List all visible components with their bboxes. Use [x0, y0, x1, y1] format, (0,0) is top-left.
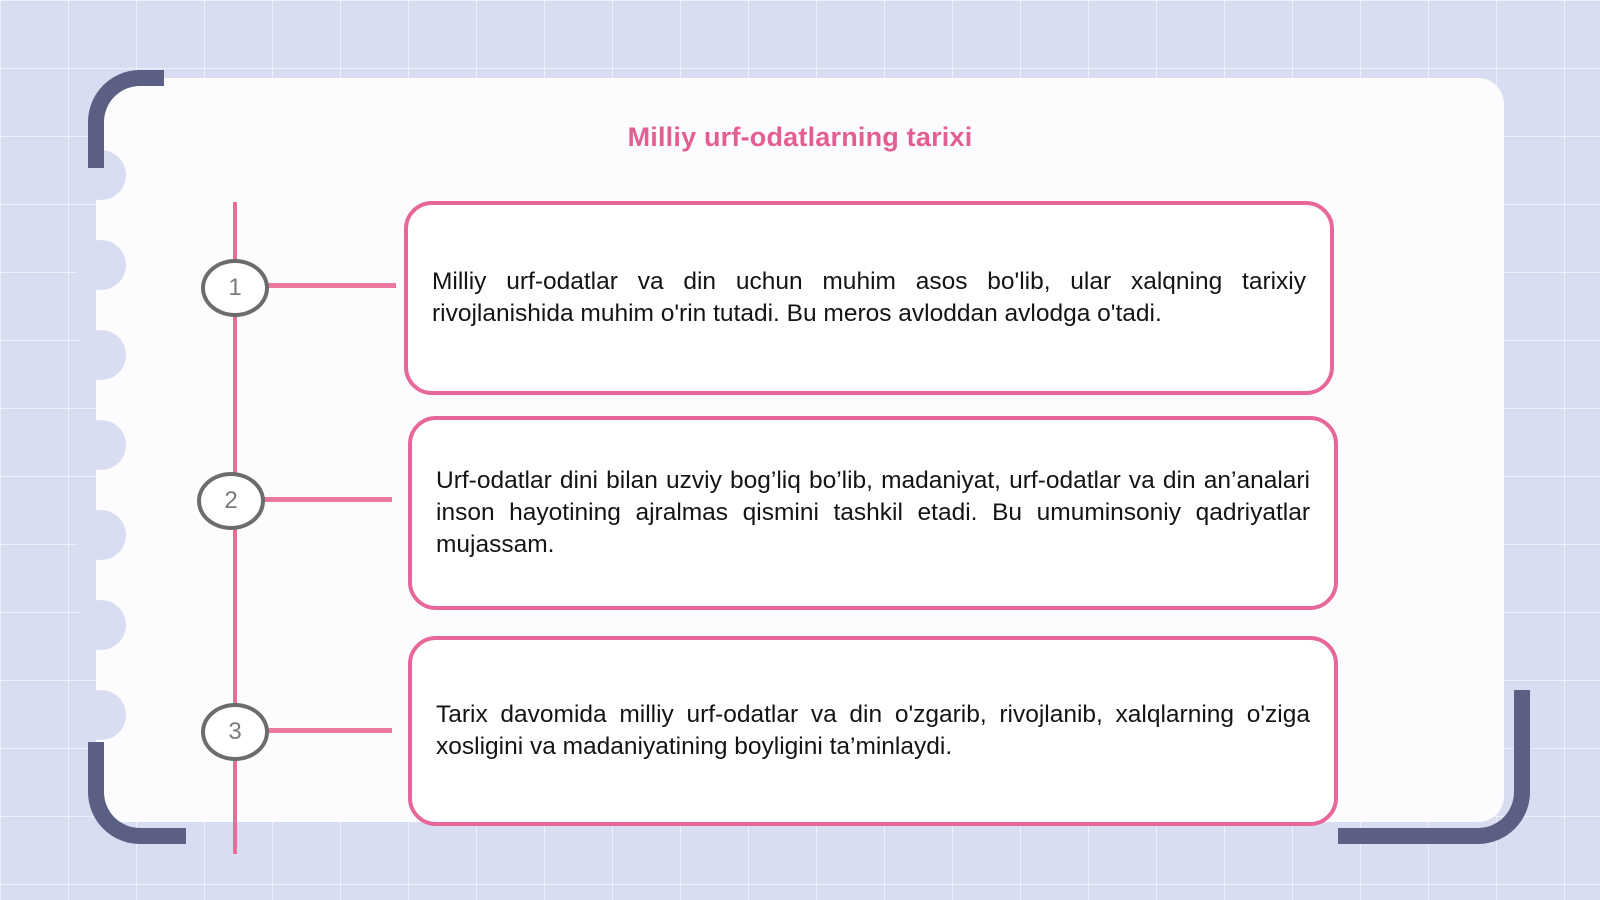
scallop-edge: [76, 420, 126, 470]
timeline-connector: [268, 283, 396, 288]
step-number-badge: 1: [201, 259, 269, 317]
timeline-item-card: [408, 416, 1338, 610]
scallop-edge: [76, 330, 126, 380]
timeline-item-text: Urf-odatlar dini bilan uzviy bog’liq bo’lib, madaniyat, urf-odatlar va din an’analari inson hayotining ajralmas qismini tashkil etadi. Bu umuminsoniy qadriyatlar mujassam.: [436, 467, 1310, 558]
corner-bracket-top-left: [88, 70, 164, 168]
timeline-item-card: [404, 201, 1334, 395]
timeline-item-card: [408, 636, 1338, 826]
step-number-badge: 3: [201, 703, 269, 761]
scallop-edge: [76, 600, 126, 650]
scallop-edge: [76, 690, 126, 740]
scallop-edge: [76, 240, 126, 290]
timeline-connector: [264, 497, 392, 502]
timeline-item-text: Milliy urf-odatlar va din uchun muhim asos bo'lib, ular xalqning tarixiy rivojlanishida muhim o'rin tutadi. Bu meros avloddan avlodga o'tadi.: [432, 268, 1306, 327]
corner-bracket-bottom-right: [1338, 690, 1530, 844]
slide-title: Milliy urf-odatlarning tarixi: [627, 122, 973, 152]
step-number-badge: 2: [197, 472, 265, 530]
timeline-connector: [268, 728, 392, 733]
timeline-item-text: Tarix davomida milliy urf-odatlar va din o'zgarib, rivojlanib, xalqlarning o'ziga xosligini va madaniyatining boyligini ta’minlaydi.: [436, 701, 1310, 760]
corner-bracket-bottom-left: [88, 742, 186, 844]
scallop-edge: [76, 510, 126, 560]
